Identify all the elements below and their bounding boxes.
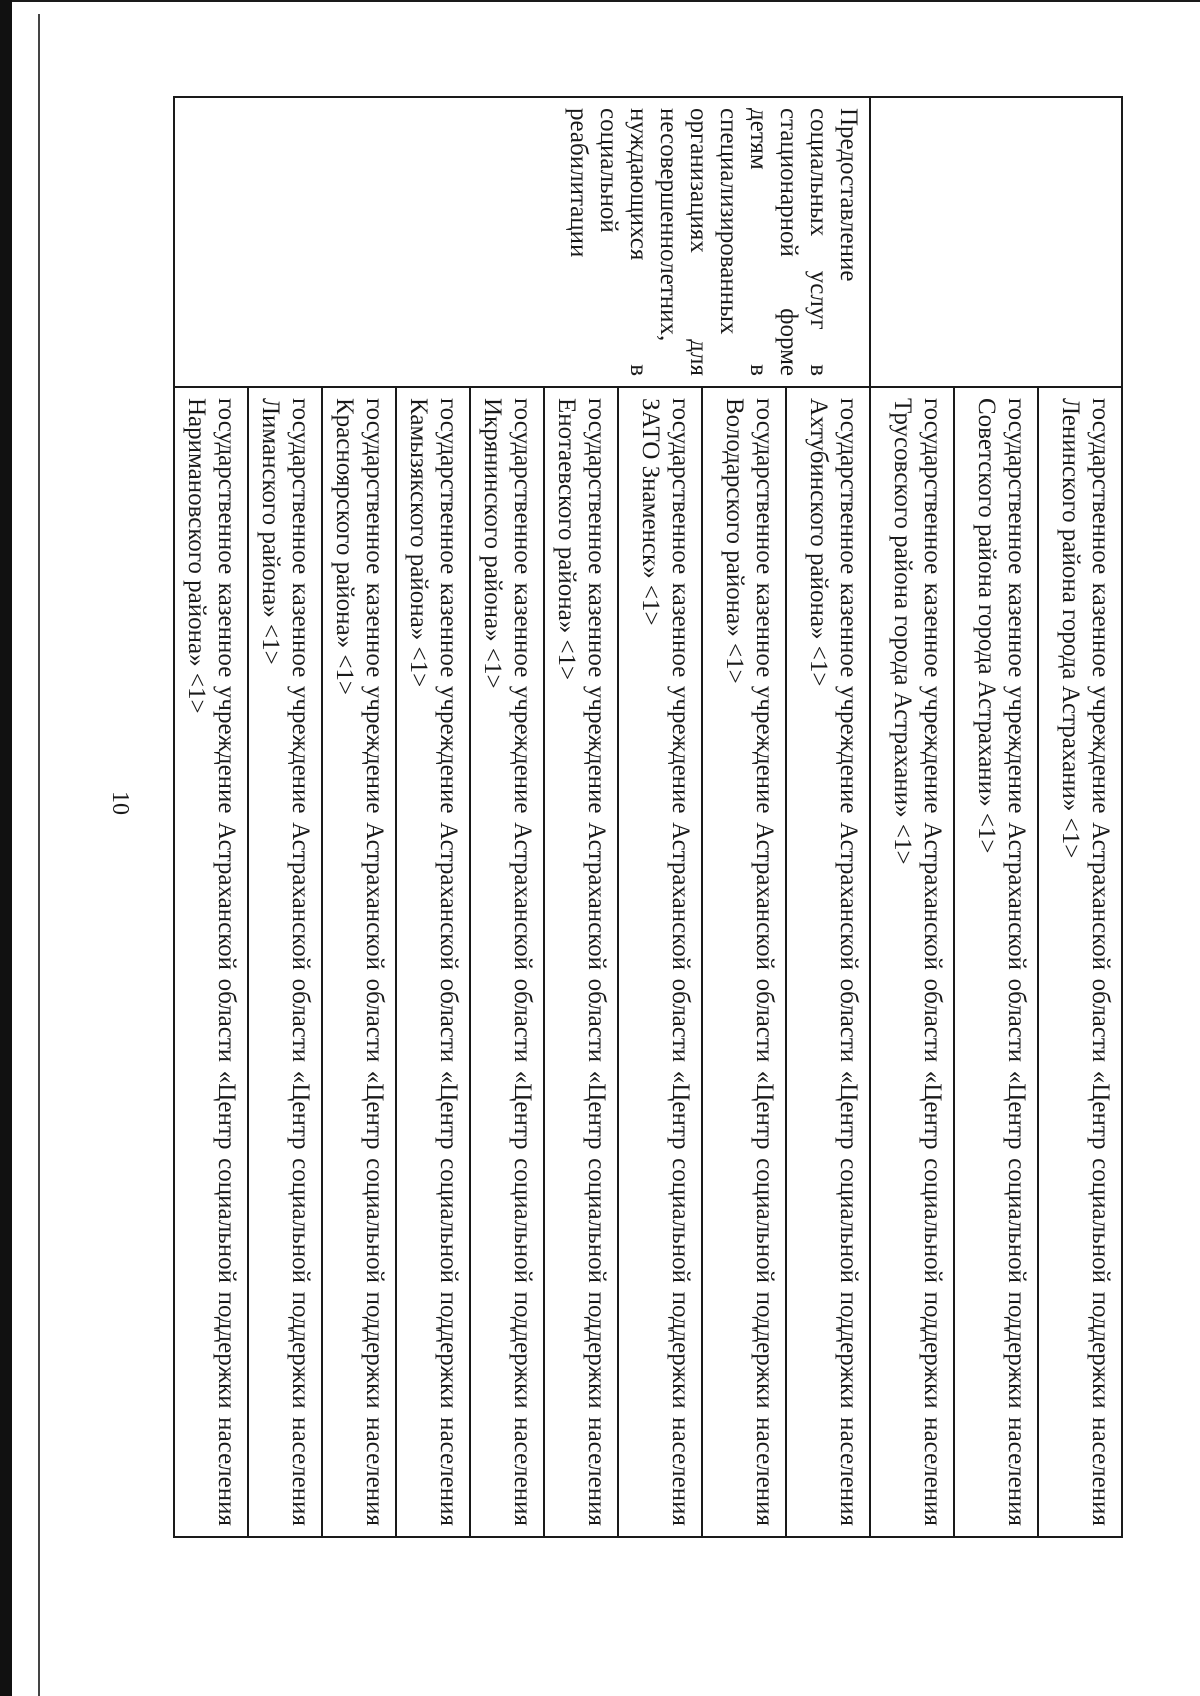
organization-name: государственное казенное учреждение Астраханской области «Центр социальной поддержки населения Красноярского района» <1>: [331, 398, 388, 1526]
organization-name: государственное казенное учреждение Астраханской области «Центр социальной поддержки населения Наримановского района» <1>: [183, 398, 240, 1526]
organization-cell: [870, 387, 954, 1537]
organization-cell: [954, 387, 1038, 1537]
page-number: 10: [107, 791, 133, 815]
organization-cell: [786, 387, 870, 1537]
scan-edge-left: [0, 0, 12, 1696]
scan-edge-top: [12, 0, 1200, 14]
service-cell: [870, 97, 1122, 387]
organization-cell: [702, 387, 786, 1537]
service-cell: Предоставление социальных услуг в стационарной форме детям в специализированных организациях для несовершеннолетних, нуждающихся в социальной реабилитации: [174, 97, 870, 387]
organization-name: государственное казенное учреждение Астраханской области «Центр социальной поддержки населения Енотаевского района» <1>: [553, 398, 610, 1526]
organization-name: государственное казенное учреждение Астраханской области «Центр социальной поддержки населения Советского района города Астрахани» <1>: [973, 398, 1030, 1526]
table-row: [1038, 97, 1122, 1537]
organization-cell: [1038, 387, 1122, 1537]
services-table: [173, 96, 1123, 1538]
organization-name: государственное казенное учреждение Астраханской области «Центр социальной поддержки населения Володарского района» <1>: [721, 398, 778, 1526]
organization-cell: [322, 387, 396, 1537]
organization-name: государственное казенное учреждение Астраханской области «Центр социальной поддержки населения Лиманского района» <1>: [257, 398, 314, 1526]
organization-name: государственное казенное учреждение Астраханской области «Центр социальной поддержки населения ЗАТО Знаменск» <1>: [637, 398, 694, 1526]
organization-name: государственное казенное учреждение Астраханской области «Центр социальной поддержки населения Камызякского района» <1>: [405, 398, 462, 1526]
organization-cell: [618, 387, 702, 1537]
organization-cell: [396, 387, 470, 1537]
organization-cell: [544, 387, 618, 1537]
organization-cell: [248, 387, 322, 1537]
organization-cell: [174, 387, 248, 1537]
table-row: [786, 97, 870, 1537]
organization-name: государственное казенное учреждение Астраханской области «Центр социальной поддержки населения Ахтубинского района» <1>: [805, 398, 862, 1526]
organization-name: государственное казенное учреждение Астраханской области «Центр социальной поддержки населения Трусовского района города Астрахани» <1>: [889, 398, 946, 1526]
organization-name: государственное казенное учреждение Астраханской области «Центр социальной поддержки населения Ленинского района города Астрахани» <1>: [1057, 398, 1114, 1526]
organization-cell: [470, 387, 544, 1537]
organization-name: государственное казенное учреждение Астраханской области «Центр социальной поддержки населения Икрянинского района» <1>: [479, 398, 536, 1526]
scan-edge-inner: [38, 14, 40, 1696]
rotated-document: [123, 96, 1123, 1536]
